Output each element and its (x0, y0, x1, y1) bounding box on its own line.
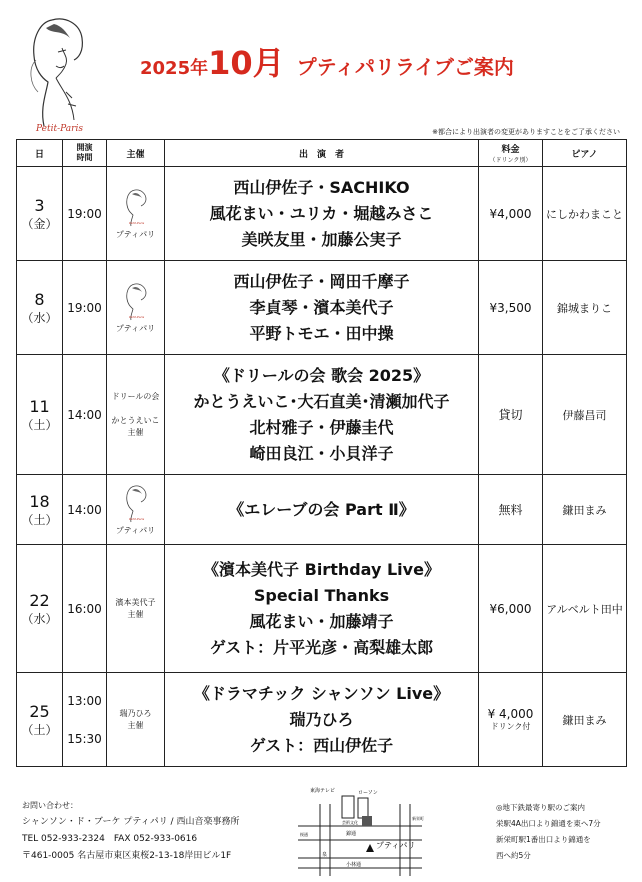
performer-line: 《エレーブの会 Part Ⅱ》 (228, 499, 415, 519)
inquiry-label: お問い合わせ： (22, 801, 78, 810)
day-number: 8 (34, 289, 45, 309)
host-logo-icon (123, 281, 149, 321)
host-name: かとうえいこ (111, 415, 160, 425)
performer-line: 崎田良江・小貝洋子 (249, 443, 394, 463)
access-info (496, 800, 601, 864)
phone-fax: TEL 052-933-2324 FAX 052-933-0616 (22, 834, 198, 844)
company-name: シャンソン・ド・ブーケ プティパリ / 西山音楽事務所 (22, 817, 240, 827)
access-map (296, 784, 436, 876)
host-name: プティパリ (115, 525, 156, 535)
performer-line: 平野トモエ・田中操 (249, 323, 394, 343)
map-label: 錦通 (346, 831, 357, 837)
table-row (17, 545, 627, 673)
host-cell (107, 545, 165, 673)
host-name: 濱本美代子 (115, 597, 156, 607)
svg-text:Petit-Paris: Petit-Paris (128, 314, 144, 319)
map-label: 東海テレビ (310, 788, 335, 794)
pianist-cell: 伊藤昌司 (543, 355, 627, 475)
fee-note: ドリンク付 (490, 722, 531, 731)
notice-text: ※都合により出演者の変更がありますことをご了承ください (432, 128, 620, 136)
fee-cell (479, 261, 543, 355)
svg-text:Petit-Paris: Petit-Paris (128, 516, 144, 521)
day-of-week: （土） (21, 417, 58, 432)
fee-value: 貸切 (498, 408, 523, 422)
day-of-week: （水） (21, 310, 58, 325)
header-host: 主催 (107, 140, 165, 167)
host-cell (107, 355, 165, 475)
day-cell (17, 261, 63, 355)
performer-line: ゲスト：片平光彦・高梨雄太郎 (209, 637, 434, 657)
map-label: 新栄町 (412, 816, 424, 821)
table-row (17, 167, 627, 261)
performer-line: 瑞乃ひろ (289, 709, 354, 729)
performer-line: 風花まい・ユリカ・堀越みさこ (209, 203, 434, 223)
day-number: 11 (29, 396, 50, 416)
access-line: 栄駅4A出口より錦通を東へ7分 (496, 819, 601, 828)
pianist-cell: 鎌田まみ (543, 673, 627, 767)
time-cell (63, 545, 107, 673)
map-label: 小林通 (346, 862, 362, 868)
header-time: 開演 時間 (63, 140, 107, 167)
host-suffix: 主催 (127, 427, 144, 437)
day-of-week: （土） (21, 512, 58, 527)
table-row (17, 261, 627, 355)
svg-text:Petit-Paris: Petit-Paris (128, 220, 144, 225)
map-label: ローソン (358, 790, 378, 796)
map-label: プティパリ (376, 841, 416, 850)
day-cell (17, 475, 63, 545)
access-line: 新栄町駅1番出口より錦通を (496, 835, 591, 844)
header-fee: 料金 （ドリンク別） (479, 140, 543, 167)
day-cell (17, 167, 63, 261)
time-cell (63, 475, 107, 545)
map-label: 桜通 (300, 832, 308, 837)
fee-value: ¥6,000 (489, 601, 532, 616)
host-cell (107, 167, 165, 261)
host-name: ドリールの会 (111, 391, 160, 401)
day-of-week: （金） (21, 216, 58, 231)
pianist-cell: 錦城まりこ (543, 261, 627, 355)
time-cell (63, 673, 107, 767)
day-number: 22 (29, 590, 50, 610)
time-cell (63, 355, 107, 475)
start-time: 13:00 (67, 693, 102, 708)
start-time: 19:00 (67, 206, 102, 221)
host-cell (107, 261, 165, 355)
table-row (17, 475, 627, 545)
performer-line: 北村雅子・伊藤圭代 (249, 417, 394, 437)
day-number: 3 (34, 195, 45, 215)
performer-line: Special Thanks (253, 585, 390, 605)
pianist-cell: アルベルト田中 (543, 545, 627, 673)
start-time: 14:00 (67, 407, 102, 422)
pianist-cell: 鎌田まみ (543, 475, 627, 545)
host-name: 瑞乃ひろ (119, 708, 152, 718)
fee-cell (479, 167, 543, 261)
host-suffix: 主催 (127, 609, 144, 619)
performer-line: かとうえいこ･大石直美･清瀬加代子 (193, 391, 450, 411)
map-label: 芸術文化 (342, 820, 358, 825)
fee-value: ¥ 4,000 (487, 707, 534, 721)
title-year: 2025年 (140, 58, 209, 79)
performers-cell (165, 545, 479, 673)
fee-cell (479, 673, 543, 767)
performer-line: 《ドリールの会 歌会 2025》 (213, 365, 430, 385)
day-number: 18 (29, 491, 50, 511)
fee-cell (479, 545, 543, 673)
performer-line: 李貞琴・濱本美代子 (249, 297, 394, 317)
day-number: 25 (29, 701, 50, 721)
header-day: 日 (17, 140, 63, 167)
start-time: 15:30 (67, 731, 102, 746)
header-performers: 出 演 者 (165, 140, 479, 167)
logo-text: Petit-Paris (36, 124, 83, 134)
host-name: プティパリ (115, 323, 156, 333)
title-rest: プティパリライブご案内 (296, 55, 514, 79)
performer-line: 美咲友里・加藤公実子 (241, 229, 402, 249)
host-cell (107, 673, 165, 767)
performers-cell (165, 167, 479, 261)
title-month: 10月 (208, 44, 285, 82)
schedule-table (16, 139, 627, 767)
start-time: 19:00 (67, 300, 102, 315)
fee-cell (479, 475, 543, 545)
address: 〒461-0005 名古屋市東区東桜2-13-18岸田ビル1F (22, 851, 232, 861)
performer-line: 風花まい・加藤靖子 (249, 611, 394, 631)
time-cell (63, 261, 107, 355)
host-logo-icon (123, 483, 149, 523)
start-time: 14:00 (67, 502, 102, 517)
performer-line: 《ドラマチック シャンソン Live》 (193, 683, 450, 703)
day-cell (17, 673, 63, 767)
fee-value: 無料 (498, 503, 523, 517)
time-cell (63, 167, 107, 261)
performers-cell (165, 355, 479, 475)
performers-cell (165, 475, 479, 545)
day-cell (17, 355, 63, 475)
header-piano: ピアノ (543, 140, 627, 167)
map-label: 泉 (322, 852, 328, 858)
performer-line: ゲスト：西山伊佐子 (249, 735, 394, 755)
access-line: 西へ約5分 (496, 851, 531, 860)
start-time: 16:00 (67, 601, 102, 616)
host-logo-icon (123, 187, 149, 227)
host-suffix: 主催 (127, 720, 144, 730)
page-title (140, 38, 514, 84)
fee-value: ¥4,000 (489, 206, 532, 221)
host-name: プティパリ (115, 229, 156, 239)
day-cell (17, 545, 63, 673)
fee-cell (479, 355, 543, 475)
access-line: ◎地下鉄最寄り駅のご案内 (496, 803, 586, 812)
table-row (17, 673, 627, 767)
host-cell (107, 475, 165, 545)
table-row (17, 355, 627, 475)
day-of-week: （土） (21, 722, 58, 737)
performer-line: 西山伊佐子・岡田千摩子 (233, 271, 410, 291)
pianist-cell: にしかわまこと (543, 167, 627, 261)
performers-cell (165, 261, 479, 355)
table-header-row (17, 140, 627, 167)
singer-illustration-icon (22, 8, 94, 138)
day-of-week: （水） (21, 611, 58, 626)
performer-line: 西山伊佐子・SACHIKO (233, 177, 410, 197)
contact-info (22, 797, 239, 865)
performer-line: 《濱本美代子 Birthday Live》 (203, 559, 440, 579)
performers-cell (165, 673, 479, 767)
fee-value: ¥3,500 (489, 300, 532, 315)
